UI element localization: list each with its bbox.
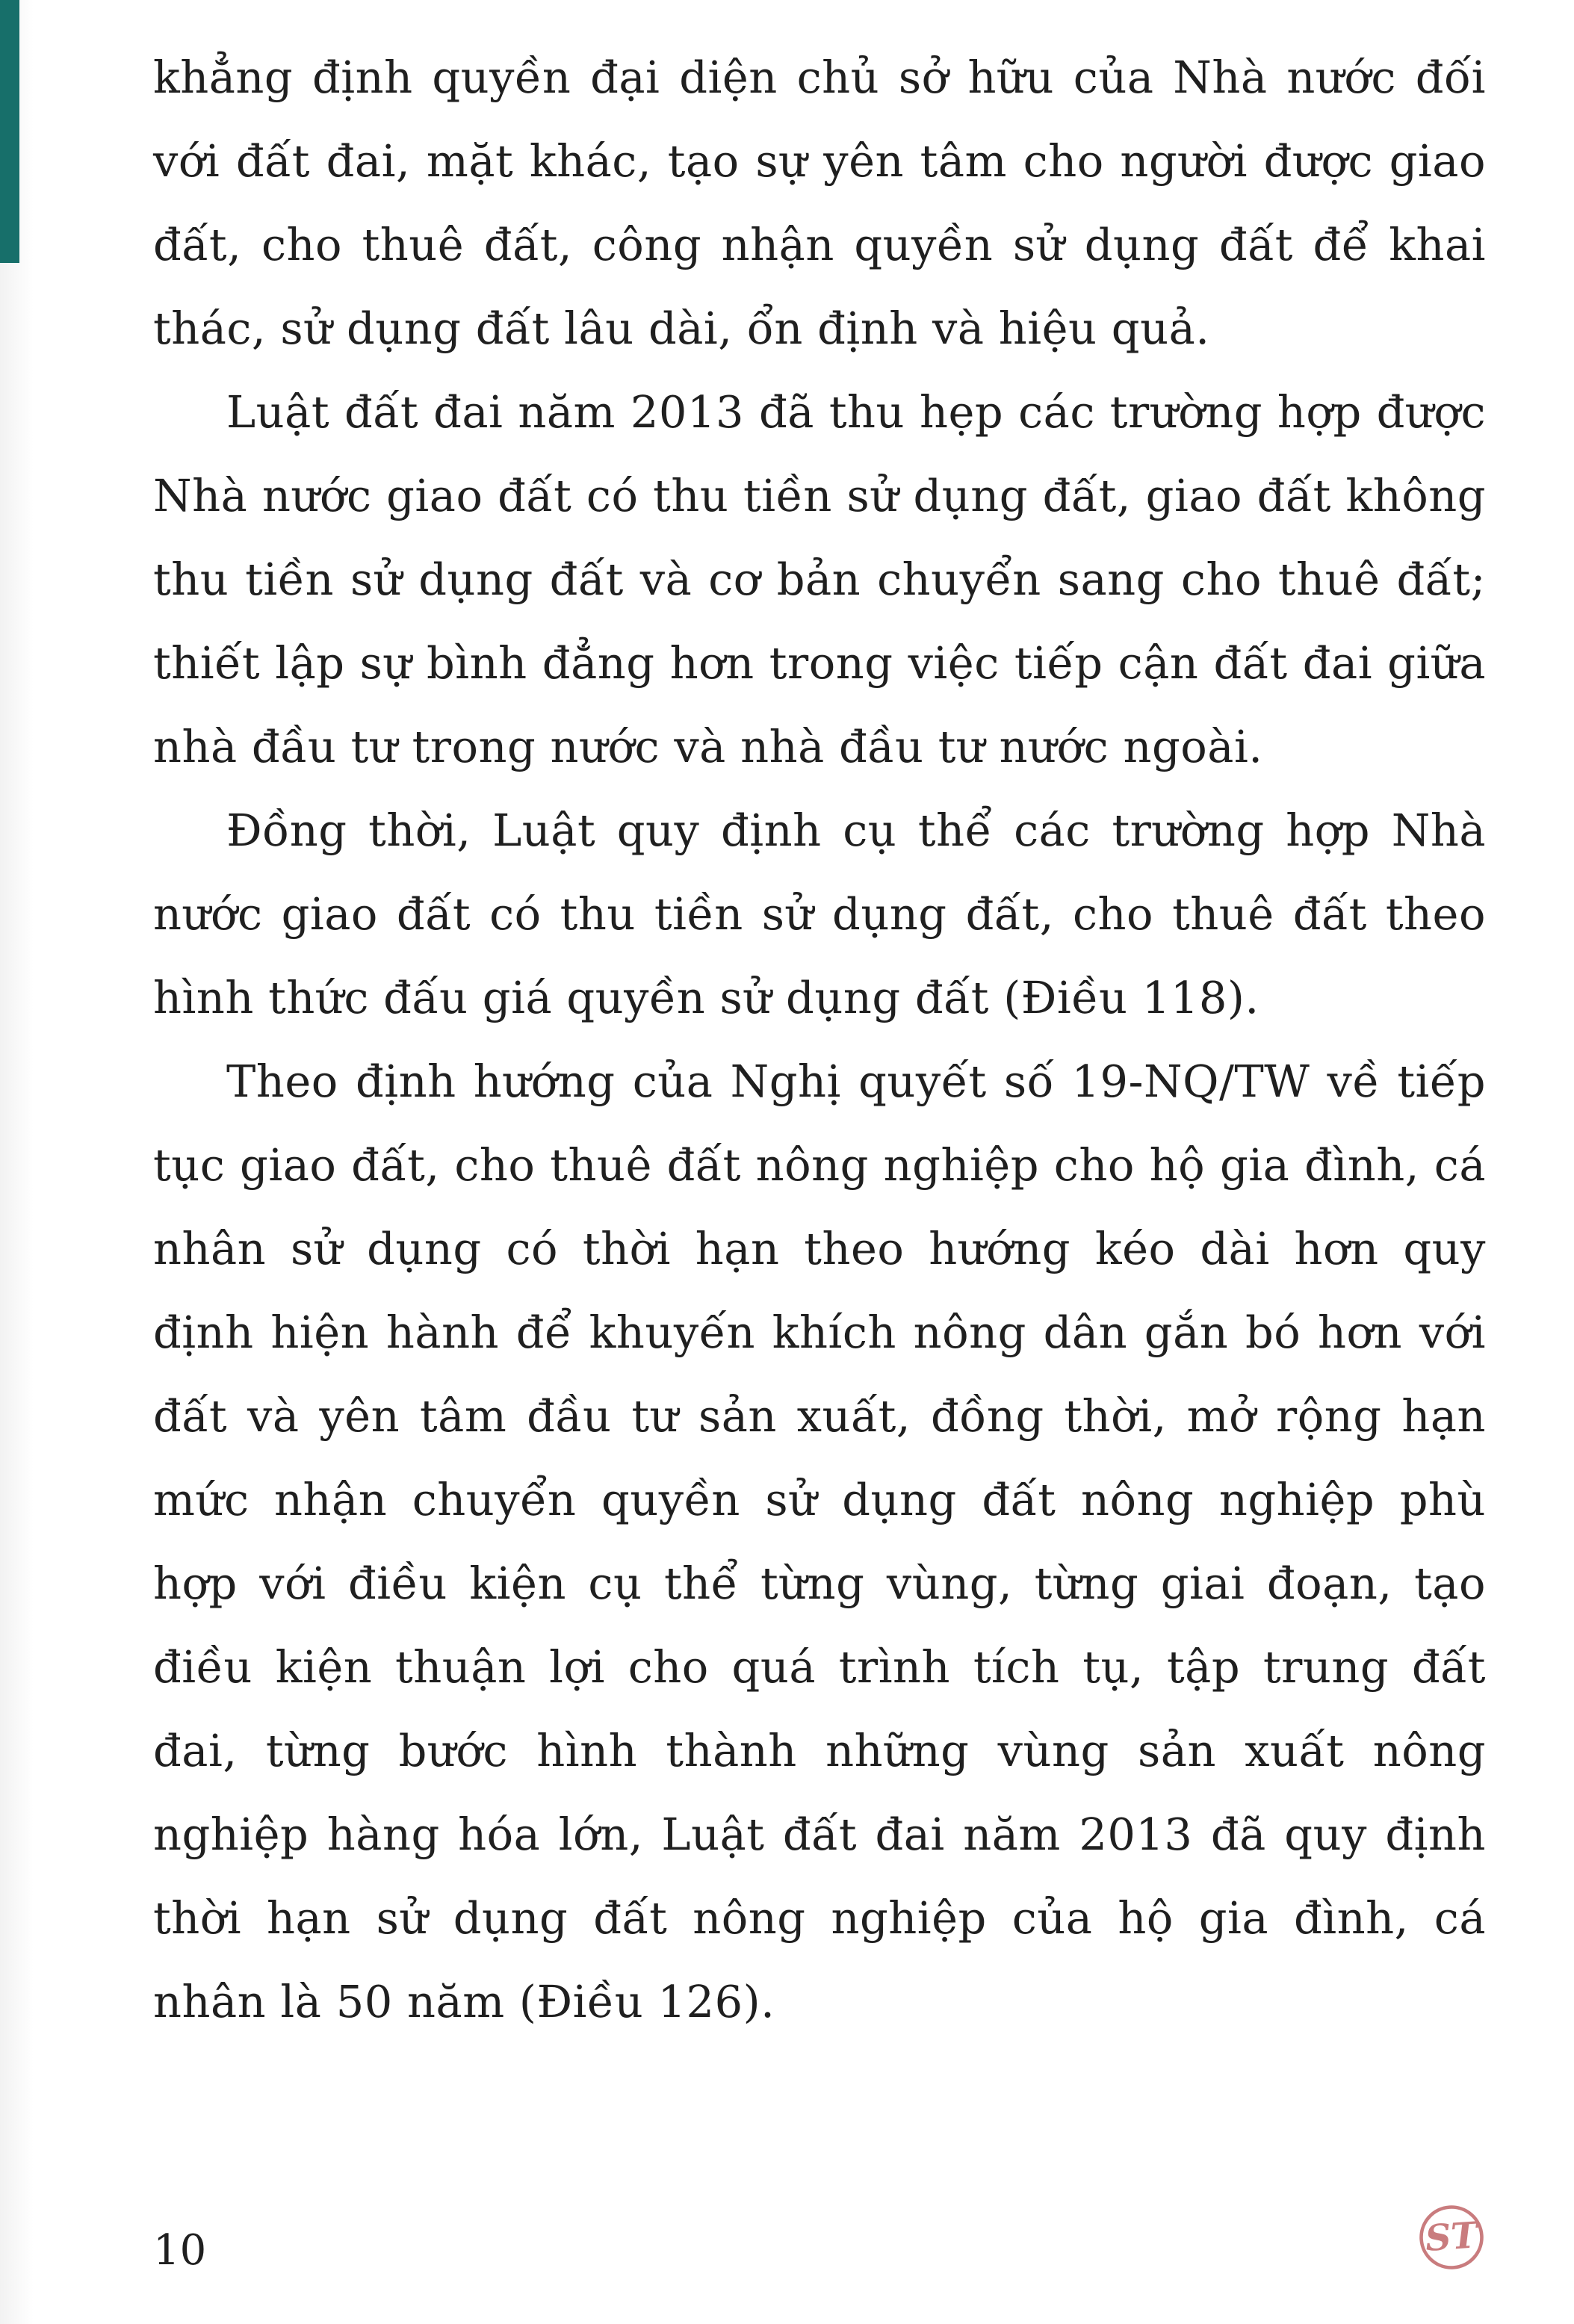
publisher-logo-text: ST [1424, 2214, 1479, 2261]
paragraph: Luật đất đai năm 2013 đã thu hẹp các trường hợp được Nhà nước giao đất có thu tiền sử dụng đất, giao đất không thu tiền sử dụng đất và cơ bản chuyển sang cho thuê đất; thiết lập sự bình đẳng hơn trong việc tiếp cận đất đai giữa nhà đầu tư trong nước và nhà đầu tư nước ngoài. [153, 386, 1486, 772]
page-footer [153, 2203, 1486, 2275]
page-number: 10 [153, 2226, 207, 2275]
paragraph: Theo định hướng của Nghị quyết số 19-NQ/TW về tiếp tục giao đất, cho thuê đất nông nghiệp cho hộ gia đình, cá nhân sử dụng có thời hạn theo hướng kéo dài hơn quy định hiện hành để khuyến khích nông dân gắn bó hơn với đất và yên tâm đầu tư sản xuất, đồng thời, mở rộng hạn mức nhận chuyển quyền sử dụng đất nông nghiệp phù hợp với điều kiện cụ thể từng vùng, từng giai đoạn, tạo điều kiện thuận lợi cho quá trình tích tụ, tập trung đất đai, từng bước hình thành những vùng sản xuất nông nghiệp hàng hóa lớn, Luật đất đai năm 2013 đã quy định thời hạn sử dụng đất nông nghiệp của hộ gia đình, cá nhân là 50 năm (Điều 126). [153, 1056, 1486, 2027]
page-body-text [153, 36, 1486, 2044]
publisher-logo-icon [1415, 2201, 1488, 2274]
left-accent-bar [0, 0, 19, 263]
paragraph: Đồng thời, Luật quy định cụ thể các trường hợp Nhà nước giao đất có thu tiền sử dụng đất, cho thuê đất theo hình thức đấu giá quyền sử dụng đất (Điều 118). [153, 805, 1486, 1023]
paragraph: khẳng định quyền đại diện chủ sở hữu của Nhà nước đối với đất đai, mặt khác, tạo sự yên tâm cho người được giao đất, cho thuê đất, công nhận quyền sử dụng đất để khai thác, sử dụng đất lâu dài, ổn định và hiệu quả. [153, 52, 1486, 354]
